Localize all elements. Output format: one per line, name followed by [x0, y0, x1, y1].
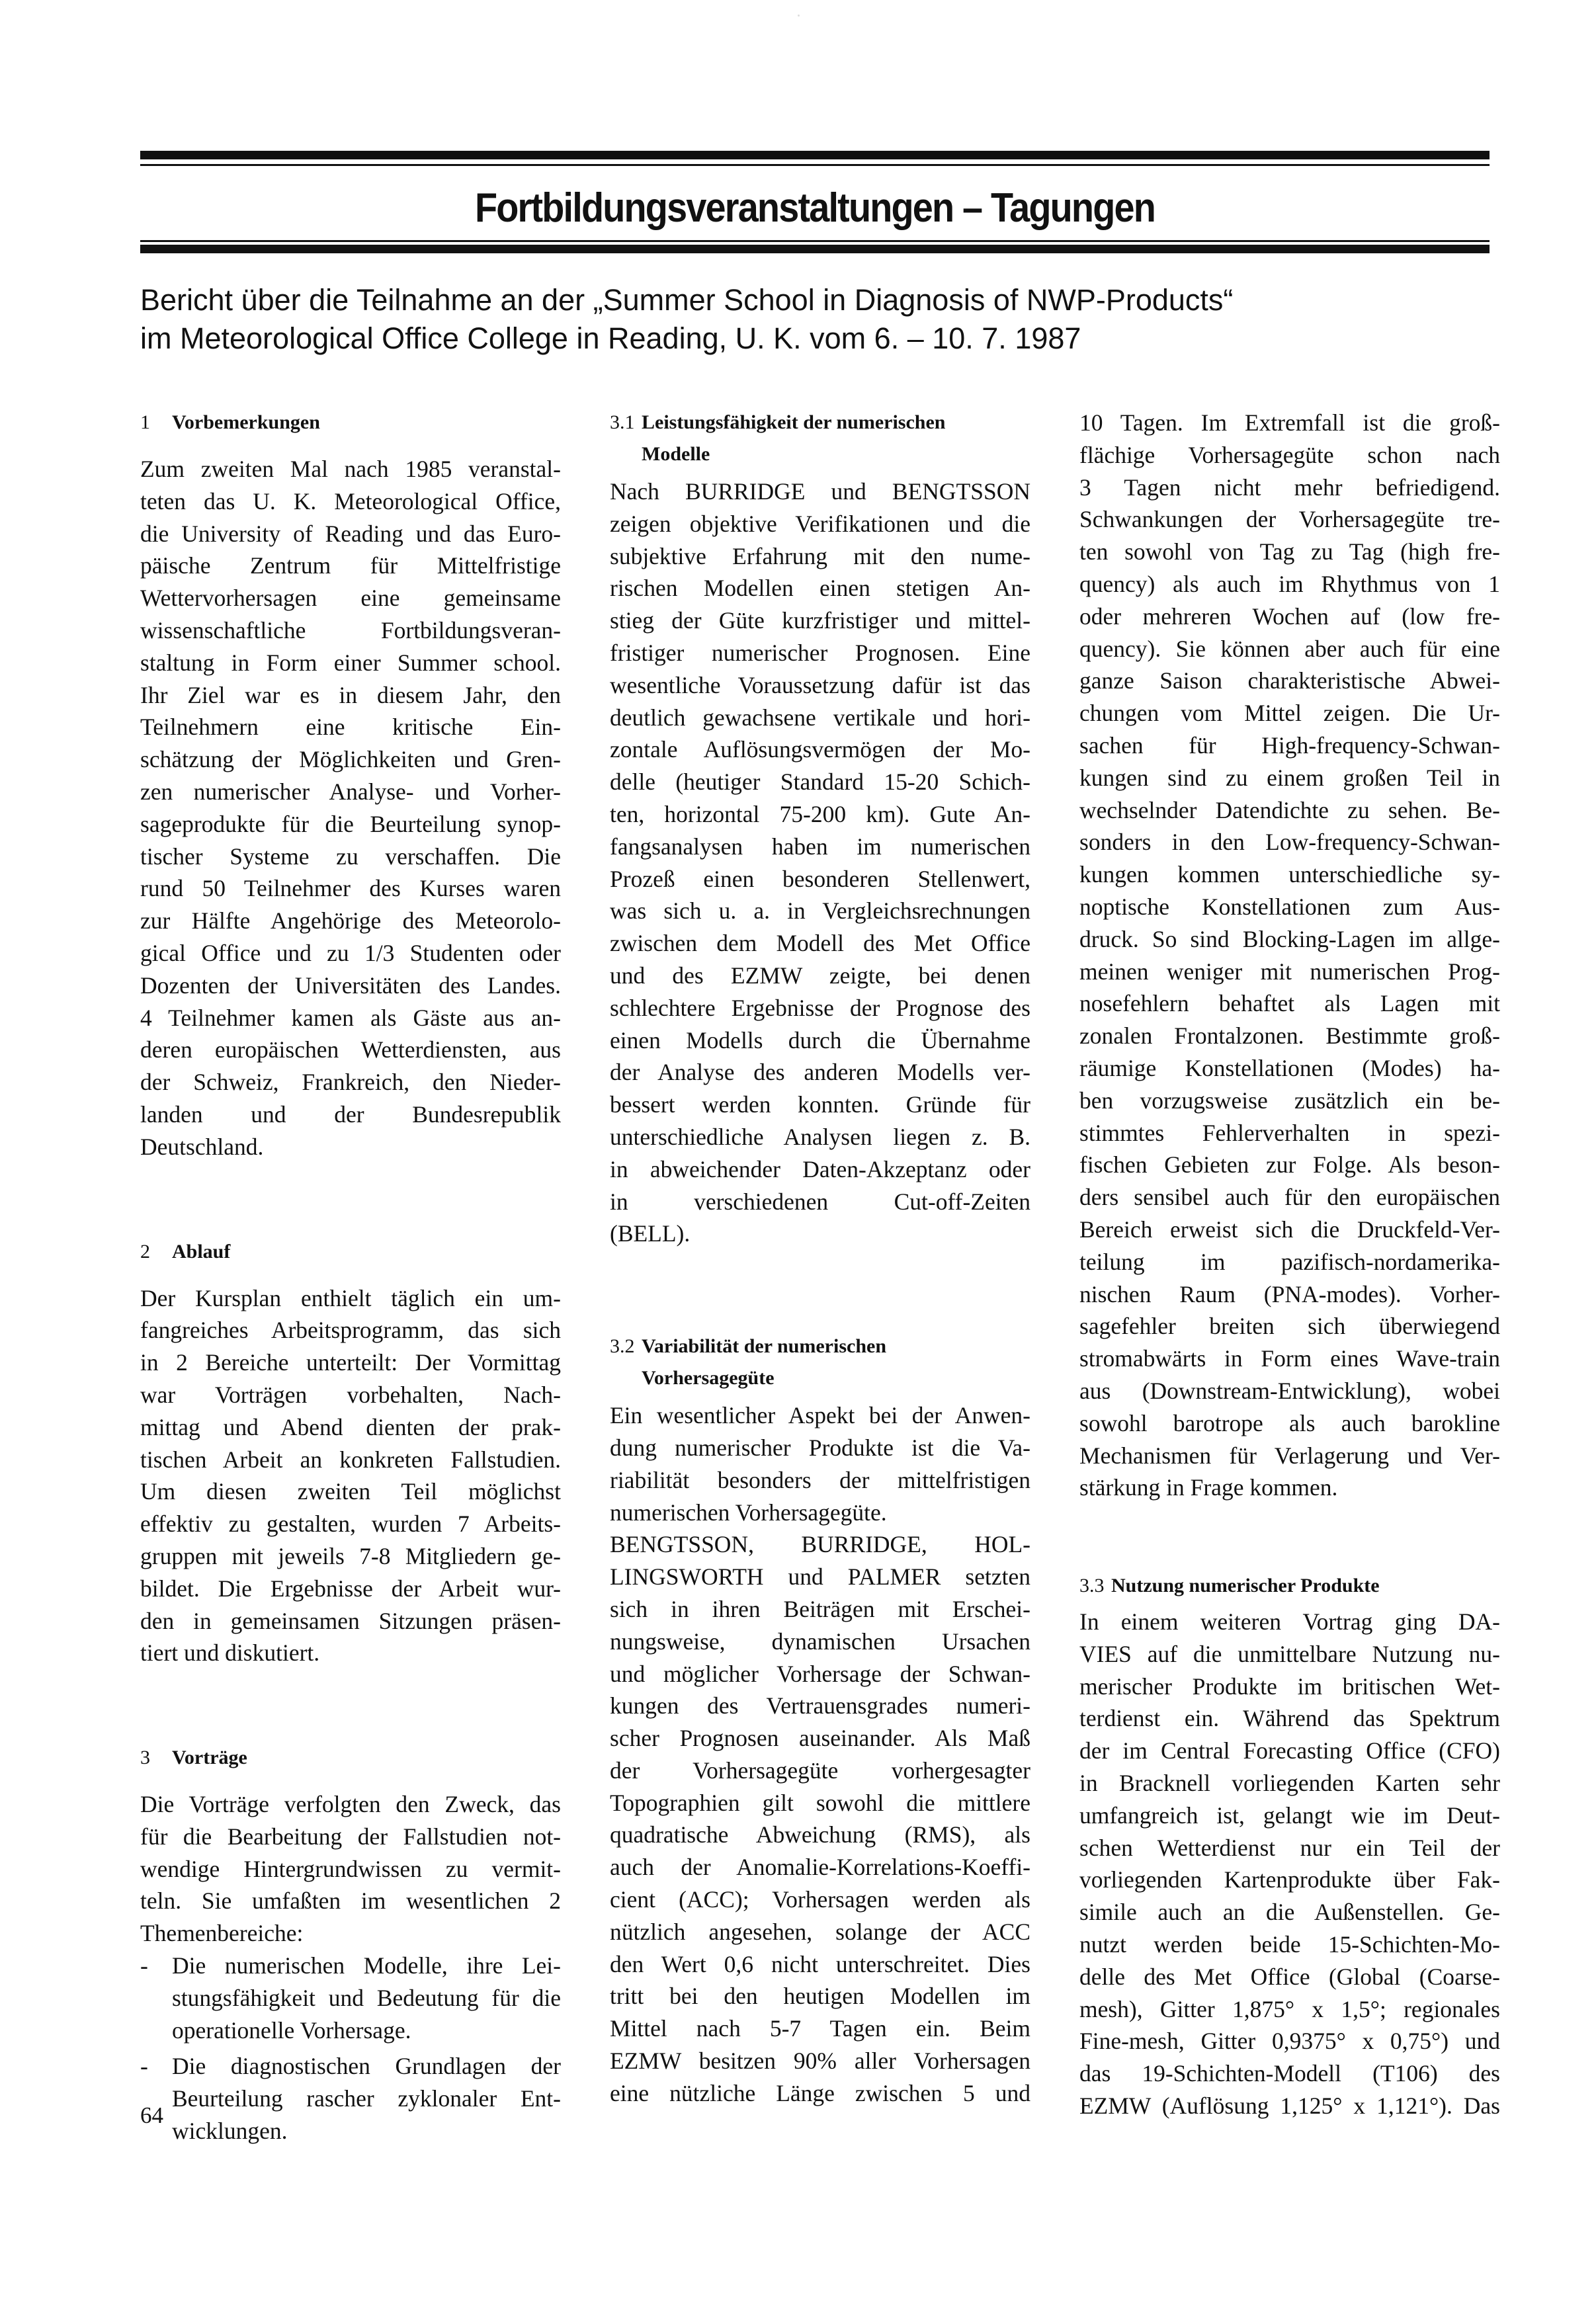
text-line: Ein wesentlicher Aspekt bei der Anwen-: [610, 1402, 1030, 1429]
text-line: nützlich angesehen, solange der ACC: [610, 1918, 1030, 1945]
column-3: [1079, 407, 1500, 2122]
section-heading-3-1: [610, 407, 1030, 470]
text-line: der Schweiz, Frankreich, den Nieder-: [140, 1069, 561, 1096]
text-line: Die diagnostischen Grundlagen der: [172, 2053, 561, 2080]
text-line: flächige Vorhersagegüte schon nach: [1079, 441, 1500, 468]
text-line: chungen vom Mittel zeigen. Die Ur-: [1079, 700, 1500, 727]
text-line: Schwankungen der Vorhersagegüte tre-: [1079, 506, 1500, 533]
section-number: 2: [140, 1240, 150, 1262]
text-line: sageprodukte für die Beurteilung synop-: [140, 810, 561, 837]
subtitle-line: im Meteorological Office College in Reading, U. K. vom 6. – 10. 7. 1987: [140, 321, 1081, 355]
text-line: räumige Konstellationen (Modes) ha-: [1079, 1054, 1500, 1081]
section-heading-3-2: [610, 1331, 1030, 1394]
text-line: 10 Tagen. Im Extremfall ist die groß-: [1079, 409, 1500, 436]
page-title: Fortbildungsveranstaltungen – Tagungen: [474, 185, 1155, 231]
text-line: war Vorträgen vorbehalten, Nach-: [140, 1381, 561, 1408]
section-body-3-1: [610, 476, 1030, 1250]
column-1: [140, 407, 561, 2147]
text-line: EZMW besitzen 90% aller Vorhersagen: [610, 2048, 1030, 2075]
text-line: das 19-Schichten-Modell (T106) des: [1079, 2060, 1500, 2087]
text-line: nungsweise, dynamischen Ursachen: [610, 1628, 1030, 1655]
text-line: für die Bearbeitung der Fallstudien not-: [140, 1823, 561, 1850]
section-heading-3-3: [1079, 1570, 1500, 1602]
text-line: scher Prognosen auseinander. Als Maß: [610, 1725, 1030, 1752]
section-title: Vorbemerkungen: [172, 411, 320, 433]
text-line: wendige Hintergrundwissen zu vermit-: [140, 1855, 561, 1882]
list-item: [140, 2050, 561, 2147]
page-number: 64: [140, 2102, 163, 2128]
text-line: unterschiedliche Analysen liegen z. B.: [610, 1123, 1030, 1150]
top-rule-thick: [140, 151, 1490, 159]
text-line: kungen des Vertrauensgrades numeri-: [610, 1692, 1030, 1719]
text-line: wissenschaftliche Fortbildungsveran-: [140, 616, 561, 643]
report-subtitle: [140, 281, 1490, 358]
text-line: ganze Saison charakteristische Abwei-: [1079, 667, 1500, 694]
text-line: der im Central Forecasting Office (CFO): [1079, 1737, 1500, 1764]
text-line: gical Office und zu 1/3 Studenten oder: [140, 939, 561, 966]
text-line: Dozenten der Universitäten des Landes.: [140, 972, 561, 999]
text-line: stärkung in Frage kommen.: [1079, 1474, 1338, 1501]
section-body-3-2-continued: [1079, 407, 1500, 1504]
text-line: kungen kommen unterschiedliche sy-: [1079, 861, 1500, 888]
text-line: was sich u. a. in Vergleichsrechnungen: [610, 897, 1030, 925]
bottom-rule-thin: [140, 240, 1490, 242]
text-line: zonalen Frontalzonen. Bestimmte groß-: [1079, 1022, 1500, 1050]
text-line: in Bracknell vorliegenden Karten sehr: [1079, 1770, 1500, 1797]
text-line: sonders in den Low-frequency-Schwan-: [1079, 829, 1500, 856]
section-title: Vorträge: [172, 1747, 247, 1769]
text-line: päische Zentrum für Mittelfristige: [140, 552, 561, 579]
text-line: sich in ihren Beiträgen mit Erschei-: [610, 1595, 1030, 1622]
text-line: Nach BURRIDGE und BENGTSSON: [610, 478, 1030, 505]
text-line: in verschiedenen Cut-off-Zeiten: [610, 1188, 1030, 1215]
text-line: tiert und diskutiert.: [140, 1639, 320, 1667]
bullet-dash: -: [140, 2053, 148, 2080]
text-line: schen Wetterdienst nur ein Teil der: [1079, 1834, 1500, 1861]
text-line: stungsfähigkeit und Bedeutung für die: [172, 1984, 561, 2011]
text-line: mittag und Abend dienten der prak-: [140, 1413, 561, 1440]
section-number: 3: [140, 1747, 150, 1769]
text-line: den in gemeinsamen Sitzungen präsen-: [140, 1607, 561, 1634]
text-line: der Analyse des anderen Modells ver-: [610, 1059, 1030, 1086]
section-title: Nutzung numerischer Produkte: [1111, 1575, 1380, 1597]
bottom-rule-thick: [140, 245, 1490, 253]
text-line: stromabwärts in Form eines Wave-train: [1079, 1345, 1500, 1372]
text-line: schätzung der Möglichkeiten und Gren-: [140, 746, 561, 773]
text-line: kungen sind zu einem großen Teil in: [1079, 764, 1500, 791]
text-line: Zum zweiten Mal nach 1985 veranstal-: [140, 456, 561, 482]
text-line: Um diesen zweiten Teil möglichst: [140, 1478, 561, 1505]
text-line: umfangreich ist, gelangt wie im Deut-: [1079, 1801, 1500, 1829]
section-number: 3.2: [610, 1335, 635, 1358]
text-line: nosefehlern behaftet als Lagen mit: [1079, 990, 1500, 1017]
text-line: numerischen Vorhersagegüte.: [610, 1499, 887, 1526]
text-line: staltung in Form einer Summer school.: [140, 649, 561, 676]
text-line: EZMW (Auflösung 1,125° x 1,121°). Das: [1079, 2092, 1500, 2120]
text-line: tischen Arbeit an konkreten Fallstudien.: [140, 1446, 561, 1473]
text-line: mesh), Gitter 1,875° x 1,5°; regionales: [1079, 1995, 1500, 2022]
text-line: Die numerischen Modelle, ihre Lei-: [172, 1952, 561, 1979]
text-line: tritt bei den heutigen Modellen im: [610, 1983, 1030, 2010]
text-line: sowohl barotrope als auch barokline: [1079, 1409, 1500, 1436]
text-line: wesentliche Voraussetzung dafür ist das: [610, 671, 1030, 698]
text-line: Fine-mesh, Gitter 0,9375° x 0,75°) und: [1079, 2028, 1500, 2055]
section-heading-1: [140, 407, 561, 438]
text-line: den Wert 0,6 nicht unterschreitet. Dies: [610, 1950, 1030, 1977]
text-line: die University of Reading und das Euro-: [140, 520, 561, 547]
text-line: ten sowohl von Tag zu Tag (high fre-: [1079, 538, 1500, 565]
bullet-dash: -: [140, 1952, 148, 1979]
section-body-3-2: [610, 1399, 1030, 2110]
text-line: einen Modells durch die Übernahme: [610, 1026, 1030, 1054]
text-line: deutlich gewachsene vertikale und hori-: [610, 704, 1030, 731]
text-line: Die Vorträge verfolgten den Zweck, das: [140, 1791, 561, 1818]
text-line: simile auch an die Außenstellen. Ge-: [1079, 1899, 1500, 1926]
text-line: dung numerischer Produkte ist die Va-: [610, 1434, 1030, 1461]
text-line: bildet. Die Ergebnisse der Arbeit wur-: [140, 1575, 561, 1602]
section-number: 3.3: [1079, 1575, 1105, 1597]
section-title: Variabilität der numerischen Vorhersagegüte: [642, 1335, 887, 1389]
text-line: Der Kursplan enthielt täglich ein um-: [140, 1284, 561, 1311]
text-line: subjektive Erfahrung mit den nume-: [610, 542, 1030, 569]
text-line: quadratische Abweichung (RMS), als: [610, 1821, 1030, 1848]
text-line: meinen weniger mit numerischen Prog-: [1079, 958, 1500, 985]
text-line: in 2 Bereiche unterteilt: Der Vormittag: [140, 1349, 561, 1376]
text-line: zontale Auflösungsvermögen der Mo-: [610, 736, 1030, 763]
text-line: der Vorhersagegüte vorhergesagter: [610, 1757, 1030, 1784]
text-line: vorliegenden Kartenprodukte über Fak-: [1079, 1866, 1500, 1893]
text-line: ders sensibel auch für den europäischen: [1079, 1184, 1500, 1211]
text-line: (BELL).: [610, 1220, 691, 1247]
section-number: 3.1: [610, 411, 635, 433]
text-line: fristiger numerischer Prognosen. Eine: [610, 639, 1030, 666]
scan-speck: [798, 15, 800, 17]
text-line: wechselnder Datendichte zu sehen. Be-: [1079, 796, 1500, 823]
text-line: Deutschland.: [140, 1133, 264, 1160]
bullet-list: [140, 1950, 561, 2147]
text-line: delle (heutiger Standard 15-20 Schich-: [610, 768, 1030, 796]
text-line: ten, horizontal 75-200 km). Gute An-: [610, 800, 1030, 827]
text-line: stieg der Güte kurzfristiger und mittel-: [610, 607, 1030, 634]
text-line: gruppen mit jeweils 7-8 Mitgliedern ge-: [140, 1542, 561, 1569]
text-line: quency). Sie können aber auch für eine: [1079, 635, 1500, 662]
section-heading-3: [140, 1742, 561, 1774]
text-line: quency) als auch im Rhythmus von 1: [1079, 570, 1500, 597]
text-line: tischer Systeme zu verschaffen. Die: [140, 843, 561, 870]
text-line: effektiv zu gestalten, wurden 7 Arbeits-: [140, 1511, 561, 1538]
text-line: Mechanismen für Verlagerung und Ver-: [1079, 1442, 1500, 1469]
text-line: stimmtes Fehlerverhalten in spezi-: [1079, 1119, 1500, 1146]
section-number: 1: [140, 411, 150, 433]
text-line: nischen Raum (PNA-modes). Vorher-: [1079, 1280, 1500, 1307]
text-line: Mittel nach 5-7 Tagen ein. Beim: [610, 2015, 1030, 2042]
text-line: zeigen objektive Verifikationen und die: [610, 510, 1030, 537]
section-body-2: [140, 1282, 561, 1670]
text-line: zwischen dem Modell des Met Office: [610, 930, 1030, 957]
text-line: druck. So sind Blocking-Lagen im allge-: [1079, 925, 1500, 952]
text-line: landen und der Bundesrepublik: [140, 1100, 561, 1128]
text-line: und möglicher Vorhersage der Schwan-: [610, 1660, 1030, 1687]
text-line: LINGSWORTH und PALMER setzten: [610, 1563, 1030, 1591]
text-line: VIES auf die unmittelbare Nutzung nu-: [1079, 1640, 1500, 1667]
text-line: zur Hälfte Angehörige des Meteorolo-: [140, 907, 561, 934]
section-title: Ablauf: [172, 1240, 231, 1262]
text-line: Beurteilung rascher zyklonaler Ent-: [172, 2085, 561, 2112]
text-line: 4 Teilnehmer kamen als Gäste aus an-: [140, 1004, 561, 1031]
text-line: sagefehler breiten sich überwiegend: [1079, 1313, 1500, 1340]
text-line: auch der Anomalie-Korrelations-Koeffi-: [610, 1854, 1030, 1881]
text-line: sachen für High-frequency-Schwan-: [1079, 731, 1500, 759]
text-line: Bereich erweist sich die Druckfeld-Ver-: [1079, 1216, 1500, 1243]
text-line: Topographien gilt sowohl die mittlere: [610, 1789, 1030, 1816]
text-line: fangreiches Arbeitsprogramm, das sich: [140, 1317, 561, 1344]
text-line: zen numerischer Analyse- und Vorher-: [140, 778, 561, 805]
text-line: noptische Konstellationen zum Aus-: [1079, 893, 1500, 920]
text-line: fangsanalysen haben im numerischen: [610, 833, 1030, 860]
column-2: [610, 407, 1030, 2110]
text-line: in abweichender Daten-Akzeptanz oder: [610, 1155, 1030, 1182]
top-rule-thin: [140, 164, 1490, 166]
text-line: merischer Produkte im britischen Wet-: [1079, 1673, 1500, 1700]
text-line: teilung im pazifisch-nordamerika-: [1079, 1248, 1500, 1275]
text-line: fischen Gebieten zur Folge. Als beson-: [1079, 1151, 1500, 1179]
section-body-3: [140, 1788, 561, 1950]
text-line: operationelle Vorhersage.: [172, 2016, 411, 2044]
text-line: ben vorzugsweise zusätzlich ein be-: [1079, 1087, 1500, 1114]
text-line: Wettervorhersagen eine gemeinsame: [140, 585, 561, 612]
text-line: rund 50 Teilnehmer des Kurses waren: [140, 875, 561, 902]
text-line: Prozeß einen besonderen Stellenwert,: [610, 865, 1030, 892]
text-line: teten das U. K. Meteorological Office,: [140, 487, 561, 515]
text-line: und des EZMW zeigte, bei denen: [610, 962, 1030, 989]
text-line: Ihr Ziel war es in diesem Jahr, den: [140, 681, 561, 708]
text-line: Themenbereiche:: [140, 1920, 304, 1947]
list-item: [140, 1950, 561, 2046]
text-line: 3 Tagen nicht mehr befriedigend.: [1079, 474, 1500, 501]
text-line: In einem weiteren Vortrag ging DA-: [1079, 1608, 1500, 1635]
subtitle-line: Bericht über die Teilnahme an der „Summer School in Diagnosis of NWP-Products“: [140, 283, 1234, 317]
text-line: bessert werden konnten. Gründe für: [610, 1091, 1030, 1118]
text-line: BENGTSSON, BURRIDGE, HOL-: [610, 1531, 1030, 1558]
text-line: riabilität besonders der mittelfristigen: [610, 1466, 1030, 1493]
section-title: Leistungsfähigkeit der numerischen Modelle: [642, 411, 946, 465]
text-line: aus (Downstream-Entwicklung), wobei: [1079, 1377, 1500, 1404]
text-line: nutzt werden beide 15-Schichten-Mo-: [1079, 1931, 1500, 1958]
section-body-1: [140, 453, 561, 1163]
text-line: deren europäischen Wetterdiensten, aus: [140, 1036, 561, 1063]
section-body-3-3: [1079, 1606, 1500, 2122]
text-line: schlechtere Ergebnisse der Prognose des: [610, 994, 1030, 1021]
text-line: delle des Met Office (Global (Coarse-: [1079, 1963, 1500, 1990]
section-heading-2: [140, 1236, 561, 1268]
text-line: cient (ACC); Vorhersagen werden als: [610, 1886, 1030, 1913]
text-line: oder mehreren Wochen auf (low fre-: [1079, 602, 1500, 630]
text-line: wicklungen.: [172, 2118, 288, 2145]
text-line: eine nützliche Länge zwischen 5 und: [610, 2079, 1030, 2106]
text-line: rischen Modellen einen stetigen An-: [610, 575, 1030, 602]
text-line: Teilnehmern eine kritische Ein-: [140, 714, 561, 741]
text-line: terdienst ein. Während das Spektrum: [1079, 1705, 1500, 1732]
text-line: teln. Sie umfaßten im wesentlichen 2: [140, 1887, 561, 1915]
